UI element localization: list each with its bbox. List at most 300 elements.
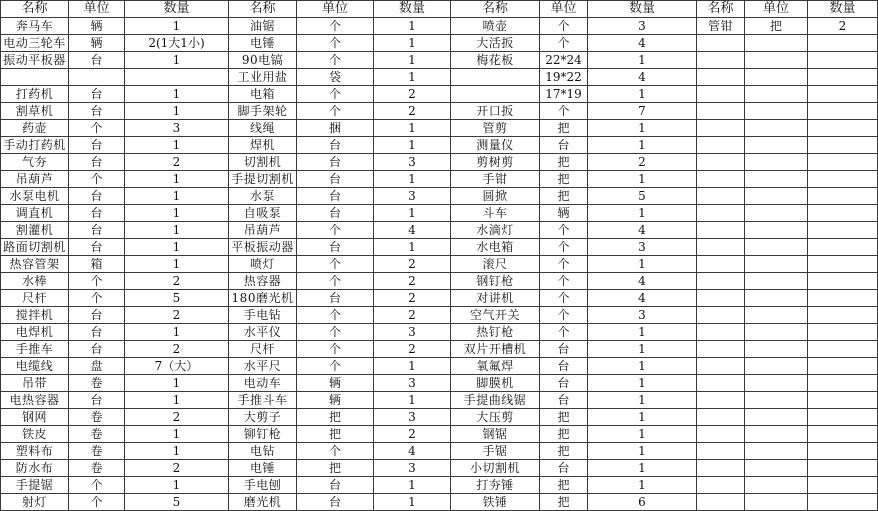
cell-name: 电动车 — [229, 375, 297, 392]
cell-name — [697, 494, 745, 511]
cell-unit — [745, 154, 808, 171]
cell-name: 开口扳 — [451, 103, 540, 120]
cell-name: 水棒 — [1, 273, 69, 290]
cell-name: 热钉枪 — [451, 324, 540, 341]
table-row — [1, 426, 878, 443]
cell-qty: 1 — [125, 477, 229, 494]
cell-name: 水电箱 — [451, 239, 540, 256]
cell-name: 吊葫芦 — [1, 171, 69, 188]
cell-qty — [808, 52, 878, 69]
cell-qty — [808, 120, 878, 137]
cell-qty: 4 — [588, 273, 697, 290]
cell-unit: 把 — [540, 188, 588, 205]
cell-unit — [745, 188, 808, 205]
cell-name: 气夯 — [1, 154, 69, 171]
cell-unit: 个 — [297, 324, 374, 341]
cell-unit: 台 — [297, 494, 374, 511]
cell-name: 手电刨 — [229, 477, 297, 494]
cell-unit: 盘 — [69, 358, 125, 375]
cell-qty: 1 — [125, 426, 229, 443]
table-row — [1, 273, 878, 290]
cell-unit — [745, 239, 808, 256]
cell-name: 电焊机 — [1, 324, 69, 341]
cell-qty: 1 — [374, 69, 451, 86]
cell-qty — [808, 171, 878, 188]
cell-qty: 1 — [374, 205, 451, 222]
header-row — [1, 1, 878, 18]
cell-unit: 台 — [297, 154, 374, 171]
cell-name — [697, 239, 745, 256]
cell-qty: 1 — [588, 341, 697, 358]
cell-unit: 19*22 — [540, 69, 588, 86]
cell-unit: 个 — [69, 273, 125, 290]
cell-unit: 台 — [69, 205, 125, 222]
cell-qty — [808, 494, 878, 511]
cell-qty: 1 — [374, 35, 451, 52]
cell-unit: 个 — [297, 307, 374, 324]
cell-qty — [808, 137, 878, 154]
cell-name: 双片开槽机 — [451, 341, 540, 358]
cell-unit — [745, 494, 808, 511]
cell-unit: 台 — [297, 188, 374, 205]
cell-qty: 4 — [374, 443, 451, 460]
cell-qty: 1 — [374, 18, 451, 35]
cell-unit: 个 — [69, 494, 125, 511]
cell-unit: 个 — [540, 103, 588, 120]
cell-name: 割灌机 — [1, 222, 69, 239]
cell-unit: 个 — [297, 18, 374, 35]
cell-qty: 1 — [125, 239, 229, 256]
cell-unit: 卷 — [69, 443, 125, 460]
table-row — [1, 239, 878, 256]
cell-qty — [808, 443, 878, 460]
cell-unit: 卷 — [69, 426, 125, 443]
cell-unit: 台 — [69, 324, 125, 341]
cell-unit: 台 — [69, 392, 125, 409]
cell-unit: 袋 — [297, 69, 374, 86]
table-row — [1, 307, 878, 324]
cell-qty: 1 — [588, 392, 697, 409]
cell-unit: 个 — [297, 52, 374, 69]
cell-qty — [808, 273, 878, 290]
cell-qty: 1 — [125, 188, 229, 205]
cell-name — [697, 154, 745, 171]
cell-unit: 台 — [69, 86, 125, 103]
cell-qty: 1 — [125, 205, 229, 222]
cell-name: 喷壶 — [451, 18, 540, 35]
cell-unit: 个 — [297, 35, 374, 52]
cell-unit — [745, 205, 808, 222]
cell-qty: 1 — [125, 103, 229, 120]
cell-qty — [808, 205, 878, 222]
cell-name — [697, 120, 745, 137]
cell-unit: 个 — [297, 341, 374, 358]
cell-qty — [808, 375, 878, 392]
cell-qty — [808, 426, 878, 443]
cell-unit: 17*19 — [540, 86, 588, 103]
cell-name: 电动三轮车 — [1, 35, 69, 52]
cell-unit — [745, 324, 808, 341]
cell-unit: 把 — [540, 443, 588, 460]
header-unit: 单位 — [745, 1, 808, 18]
cell-name — [697, 426, 745, 443]
cell-qty: 1 — [125, 171, 229, 188]
cell-unit: 把 — [540, 154, 588, 171]
cell-name: 180磨光机 — [229, 290, 297, 307]
cell-qty: 1 — [374, 171, 451, 188]
cell-name: 铆钉枪 — [229, 426, 297, 443]
cell-name — [697, 477, 745, 494]
cell-unit: 台 — [540, 341, 588, 358]
cell-name: 打药机 — [1, 86, 69, 103]
cell-unit — [745, 69, 808, 86]
cell-unit: 把 — [297, 409, 374, 426]
cell-unit — [745, 477, 808, 494]
table-row — [1, 137, 878, 154]
cell-unit: 个 — [540, 290, 588, 307]
cell-qty: 4 — [588, 69, 697, 86]
cell-qty: 2 — [125, 307, 229, 324]
cell-name: 塑料布 — [1, 443, 69, 460]
cell-qty: 4 — [588, 290, 697, 307]
header-name: 名称 — [1, 1, 69, 18]
table-row — [1, 52, 878, 69]
cell-name — [1, 69, 69, 86]
cell-qty — [808, 188, 878, 205]
cell-qty: 5 — [125, 290, 229, 307]
cell-qty: 1 — [588, 205, 697, 222]
cell-unit — [745, 52, 808, 69]
cell-qty: 1 — [588, 137, 697, 154]
cell-qty: 1 — [374, 494, 451, 511]
cell-name: 铁锤 — [451, 494, 540, 511]
cell-qty: 3 — [588, 239, 697, 256]
cell-name: 路面切割机 — [1, 239, 69, 256]
table-row — [1, 290, 878, 307]
cell-unit: 把 — [297, 426, 374, 443]
cell-name: 电箱 — [229, 86, 297, 103]
cell-unit: 卷 — [69, 375, 125, 392]
cell-name — [697, 103, 745, 120]
cell-unit — [745, 171, 808, 188]
cell-unit: 辆 — [297, 392, 374, 409]
header-unit: 单位 — [297, 1, 374, 18]
cell-name: 打夯锤 — [451, 477, 540, 494]
table-row — [1, 103, 878, 120]
cell-qty: 1 — [588, 409, 697, 426]
cell-unit: 个 — [297, 256, 374, 273]
cell-qty: 3 — [374, 324, 451, 341]
cell-unit — [745, 426, 808, 443]
cell-unit — [745, 443, 808, 460]
cell-name — [697, 86, 745, 103]
cell-name — [451, 86, 540, 103]
cell-unit: 个 — [540, 239, 588, 256]
cell-name: 铁皮 — [1, 426, 69, 443]
cell-unit: 个 — [540, 307, 588, 324]
table-row — [1, 443, 878, 460]
cell-unit: 辆 — [297, 375, 374, 392]
cell-qty — [808, 103, 878, 120]
cell-unit: 把 — [297, 460, 374, 477]
cell-unit — [745, 290, 808, 307]
cell-qty: 7 — [588, 103, 697, 120]
cell-qty: 1 — [588, 460, 697, 477]
cell-qty: 2 — [374, 307, 451, 324]
cell-name: 磨光机 — [229, 494, 297, 511]
cell-qty: 1 — [125, 375, 229, 392]
cell-name: 油锯 — [229, 18, 297, 35]
cell-name — [697, 375, 745, 392]
cell-unit: 台 — [540, 392, 588, 409]
cell-unit — [745, 358, 808, 375]
cell-name: 梅花板 — [451, 52, 540, 69]
cell-unit: 个 — [297, 358, 374, 375]
cell-unit: 台 — [69, 307, 125, 324]
cell-name: 吊葫芦 — [229, 222, 297, 239]
cell-qty — [808, 256, 878, 273]
cell-unit — [745, 86, 808, 103]
cell-name: 大剪子 — [229, 409, 297, 426]
cell-unit — [745, 409, 808, 426]
cell-qty: 1 — [588, 256, 697, 273]
cell-unit: 把 — [540, 120, 588, 137]
cell-unit: 台 — [297, 171, 374, 188]
cell-unit — [745, 375, 808, 392]
table-row — [1, 154, 878, 171]
cell-unit: 个 — [540, 324, 588, 341]
cell-name — [697, 290, 745, 307]
cell-unit — [69, 69, 125, 86]
cell-name — [697, 205, 745, 222]
cell-qty: 1 — [588, 324, 697, 341]
cell-qty: 1 — [374, 358, 451, 375]
cell-qty — [808, 341, 878, 358]
cell-qty: 1 — [588, 171, 697, 188]
cell-qty: 2 — [125, 154, 229, 171]
cell-name — [697, 460, 745, 477]
table-row — [1, 392, 878, 409]
table-row — [1, 324, 878, 341]
cell-name: 水滴灯 — [451, 222, 540, 239]
table-row — [1, 86, 878, 103]
table-row — [1, 69, 878, 86]
cell-name: 水泵 — [229, 188, 297, 205]
cell-unit — [745, 273, 808, 290]
table-row — [1, 460, 878, 477]
cell-name: 90电镐 — [229, 52, 297, 69]
cell-unit: 辆 — [540, 205, 588, 222]
cell-unit: 个 — [297, 222, 374, 239]
cell-qty: 1 — [374, 392, 451, 409]
cell-qty: 7（大） — [125, 358, 229, 375]
cell-name: 滚尺 — [451, 256, 540, 273]
cell-qty: 1 — [374, 120, 451, 137]
cell-qty: 2 — [588, 154, 697, 171]
cell-name: 手钳 — [451, 171, 540, 188]
cell-name — [697, 307, 745, 324]
cell-unit: 台 — [540, 375, 588, 392]
table-row — [1, 205, 878, 222]
cell-name: 测量仪 — [451, 137, 540, 154]
table-row — [1, 341, 878, 358]
cell-unit — [745, 460, 808, 477]
cell-qty: 1 — [374, 137, 451, 154]
table-row — [1, 477, 878, 494]
cell-unit: 台 — [69, 52, 125, 69]
cell-unit: 个 — [297, 443, 374, 460]
cell-unit: 个 — [540, 18, 588, 35]
cell-qty: 2 — [374, 426, 451, 443]
cell-unit: 个 — [297, 273, 374, 290]
cell-name: 大活扳 — [451, 35, 540, 52]
table-row — [1, 222, 878, 239]
cell-name: 手锯 — [451, 443, 540, 460]
table-row — [1, 375, 878, 392]
cell-name — [697, 256, 745, 273]
header-qty: 数量 — [808, 1, 878, 18]
table-row — [1, 35, 878, 52]
cell-qty: 2 — [374, 86, 451, 103]
table-row — [1, 18, 878, 35]
cell-name: 奔马车 — [1, 18, 69, 35]
cell-qty — [808, 290, 878, 307]
cell-name — [697, 35, 745, 52]
cell-qty: 2 — [125, 341, 229, 358]
cell-unit: 箱 — [69, 256, 125, 273]
cell-name — [697, 341, 745, 358]
cell-unit: 台 — [69, 154, 125, 171]
cell-name: 手推斗车 — [229, 392, 297, 409]
cell-name: 工业用盐 — [229, 69, 297, 86]
cell-unit: 台 — [297, 477, 374, 494]
table-row — [1, 409, 878, 426]
cell-qty: 2(1大1小) — [125, 35, 229, 52]
cell-unit: 台 — [540, 460, 588, 477]
cell-qty: 1 — [125, 256, 229, 273]
cell-qty — [808, 239, 878, 256]
header-qty: 数量 — [125, 1, 229, 18]
cell-unit: 个 — [540, 273, 588, 290]
cell-name: 热容管架 — [1, 256, 69, 273]
cell-qty: 1 — [125, 222, 229, 239]
cell-unit: 卷 — [69, 409, 125, 426]
cell-unit: 台 — [69, 137, 125, 154]
cell-unit: 个 — [297, 86, 374, 103]
cell-unit — [745, 120, 808, 137]
cell-name: 电锤 — [229, 35, 297, 52]
cell-qty — [808, 477, 878, 494]
cell-unit: 个 — [540, 222, 588, 239]
cell-name: 管剪 — [451, 120, 540, 137]
cell-qty: 1 — [588, 358, 697, 375]
cell-name: 管钳 — [697, 18, 745, 35]
cell-name — [697, 324, 745, 341]
cell-qty: 1 — [125, 324, 229, 341]
cell-name: 手电钻 — [229, 307, 297, 324]
cell-name: 钢网 — [1, 409, 69, 426]
cell-unit — [745, 341, 808, 358]
cell-name: 电热容器 — [1, 392, 69, 409]
cell-name: 手提锯 — [1, 477, 69, 494]
cell-unit: 台 — [69, 188, 125, 205]
header-qty: 数量 — [374, 1, 451, 18]
cell-name: 电缆线 — [1, 358, 69, 375]
cell-name — [697, 137, 745, 154]
cell-name — [697, 273, 745, 290]
cell-unit — [745, 222, 808, 239]
cell-name: 线绳 — [229, 120, 297, 137]
cell-name: 喷灯 — [229, 256, 297, 273]
cell-name — [697, 409, 745, 426]
cell-qty: 4 — [588, 35, 697, 52]
cell-unit — [745, 35, 808, 52]
cell-name: 热容器 — [229, 273, 297, 290]
table-row — [1, 171, 878, 188]
cell-unit: 台 — [69, 222, 125, 239]
cell-qty: 1 — [588, 443, 697, 460]
cell-unit: 个 — [297, 103, 374, 120]
cell-qty — [808, 307, 878, 324]
cell-qty: 3 — [374, 188, 451, 205]
cell-qty — [125, 69, 229, 86]
cell-qty: 3 — [588, 18, 697, 35]
header-unit: 单位 — [540, 1, 588, 18]
cell-qty: 2 — [374, 256, 451, 273]
cell-name: 电锤 — [229, 460, 297, 477]
cell-unit: 台 — [297, 290, 374, 307]
cell-name: 对讲机 — [451, 290, 540, 307]
cell-unit: 台 — [540, 358, 588, 375]
cell-name: 手动打药机 — [1, 137, 69, 154]
cell-qty: 5 — [588, 188, 697, 205]
cell-unit — [745, 392, 808, 409]
table-row — [1, 120, 878, 137]
cell-name: 小切割机 — [451, 460, 540, 477]
cell-qty — [808, 358, 878, 375]
cell-unit: 辆 — [69, 18, 125, 35]
cell-name: 吊带 — [1, 375, 69, 392]
cell-qty: 6 — [588, 494, 697, 511]
cell-qty — [808, 154, 878, 171]
cell-unit: 把 — [745, 18, 808, 35]
cell-qty: 3 — [125, 120, 229, 137]
cell-unit: 台 — [540, 137, 588, 154]
cell-name — [697, 52, 745, 69]
cell-name: 焊机 — [229, 137, 297, 154]
cell-unit: 把 — [540, 409, 588, 426]
cell-unit: 个 — [540, 35, 588, 52]
cell-unit: 个 — [69, 120, 125, 137]
cell-unit: 卷 — [69, 460, 125, 477]
cell-qty: 1 — [125, 52, 229, 69]
cell-qty: 1 — [125, 18, 229, 35]
cell-qty: 2 — [125, 460, 229, 477]
cell-name: 药壶 — [1, 120, 69, 137]
cell-unit — [745, 256, 808, 273]
cell-qty: 4 — [588, 222, 697, 239]
cell-qty: 3 — [374, 460, 451, 477]
cell-name: 圆掀 — [451, 188, 540, 205]
cell-unit: 辆 — [69, 35, 125, 52]
cell-name — [697, 171, 745, 188]
cell-unit: 台 — [297, 205, 374, 222]
table-row — [1, 358, 878, 375]
cell-qty: 2 — [374, 103, 451, 120]
cell-unit: 22*24 — [540, 52, 588, 69]
cell-name — [697, 358, 745, 375]
cell-name — [451, 69, 540, 86]
